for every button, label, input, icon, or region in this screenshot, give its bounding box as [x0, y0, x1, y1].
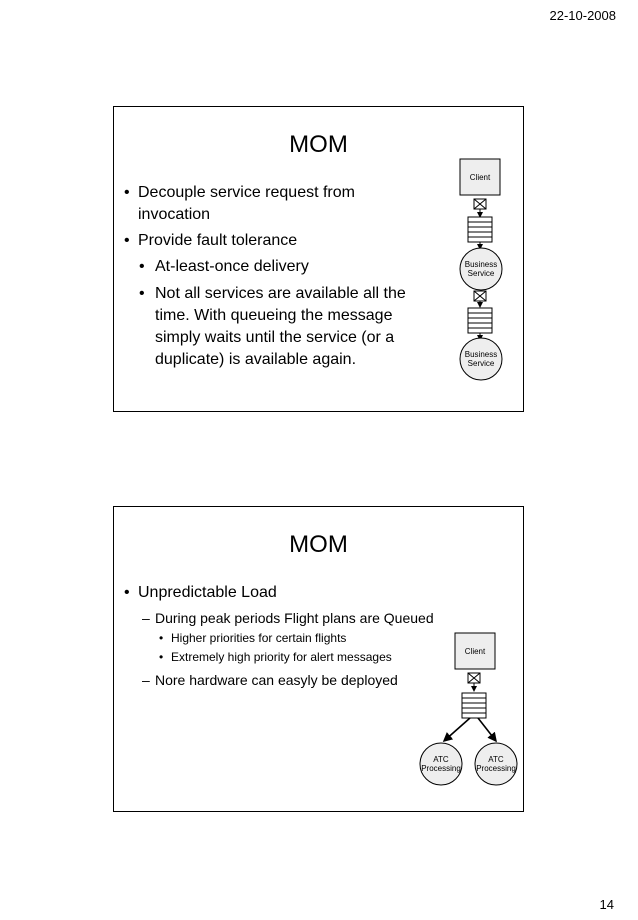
- connector-arrow: [444, 718, 470, 741]
- bullet-text: Extremely high priority for alert messages: [171, 650, 392, 664]
- bullet-item: [124, 581, 438, 605]
- service-label: Service: [467, 269, 495, 278]
- bullet-continuation: [155, 304, 435, 328]
- sub-bullet-item: [139, 282, 435, 306]
- dash-marker: –: [142, 610, 150, 626]
- load-balancing-diagram: [414, 631, 524, 791]
- slide-2: [113, 506, 524, 812]
- processor-label: ATC: [488, 755, 504, 764]
- envelope-icon: [474, 199, 486, 209]
- sub-bullet-item: [142, 668, 455, 692]
- dash-marker: –: [142, 672, 150, 688]
- bullet-dot: •: [124, 184, 130, 201]
- sub-bullet-item: [139, 255, 435, 279]
- bullet-text: Higher priorities for certain flights: [171, 631, 347, 645]
- client-label: Client: [469, 173, 491, 182]
- bullet-text: invocation: [138, 206, 211, 223]
- bullet-text: Provide fault tolerance: [138, 232, 298, 249]
- processor-label: Processing: [476, 764, 516, 773]
- page-number: 14: [599, 897, 614, 912]
- bullet-dot: •: [139, 258, 145, 275]
- connector-arrow: [478, 718, 496, 741]
- bullet-text: At-least-once delivery: [155, 258, 309, 275]
- bullet-dot: •: [139, 285, 145, 302]
- bullet-text: Not all services are available all the: [155, 285, 406, 302]
- bullet-text: Nore hardware can easyly be deployed: [155, 672, 398, 688]
- slide-title: MOM: [289, 531, 348, 558]
- envelope-icon: [468, 673, 480, 683]
- slide-1: [113, 106, 524, 412]
- message-queue: [462, 693, 486, 718]
- bullet-continuation: [155, 348, 435, 372]
- message-queue: [468, 308, 492, 333]
- bullet-text: Unpredictable Load: [138, 584, 277, 601]
- bullet-item: [124, 229, 438, 253]
- sub-sub-bullet-item: [159, 629, 347, 647]
- client-label: Client: [464, 647, 486, 656]
- page-date: 22-10-2008: [549, 8, 616, 23]
- bullet-text: During peak periods Flight plans are Queued: [155, 610, 434, 626]
- bullet-continuation: [138, 203, 438, 227]
- service-label: Service: [467, 359, 495, 368]
- service-label: Business: [464, 260, 498, 269]
- bullet-dot: •: [159, 631, 164, 645]
- bullet-continuation: [155, 326, 435, 350]
- message-queue: [468, 217, 492, 242]
- processor-label: Processing: [421, 764, 461, 773]
- sub-bullet-item: [142, 606, 485, 630]
- slide-title: MOM: [289, 131, 348, 158]
- bullet-text: time. With queueing the message: [155, 307, 393, 324]
- sub-sub-bullet-item: [159, 648, 392, 666]
- bullet-text: simply waits until the service (or a: [155, 329, 395, 346]
- bullet-dot: •: [124, 584, 130, 601]
- bullet-dot: •: [159, 650, 164, 664]
- envelope-icon: [474, 291, 486, 301]
- bullet-text: Decouple service request from: [138, 184, 355, 201]
- processor-label: ATC: [433, 755, 449, 764]
- bullet-dot: •: [124, 232, 130, 249]
- queue-diagram: [454, 157, 514, 381]
- service-label: Business: [464, 350, 498, 359]
- bullet-item: [124, 181, 438, 205]
- bullet-text: duplicate) is available again.: [155, 351, 357, 368]
